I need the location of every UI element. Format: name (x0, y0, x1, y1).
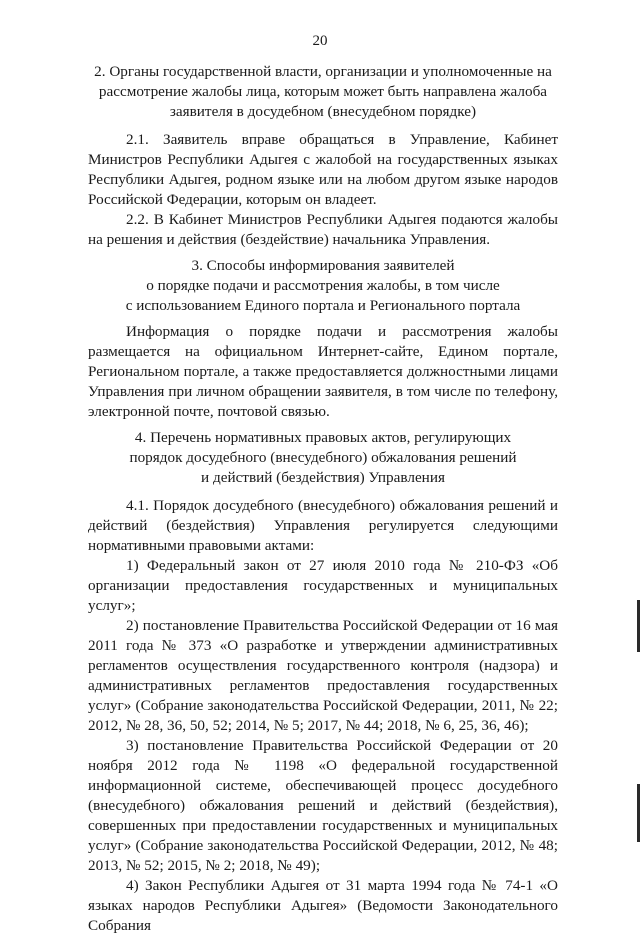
paragraph-2-1: 2.1. Заявитель вправе обращаться в Управление, Кабинет Министров Республики Адыгея с жалобой на государственных языках Республики Адыгея, родном языке или на любом другом языке народов Российской Федерации, которым он владеет. (88, 131, 558, 208)
section-2-heading (88, 62, 558, 122)
section-4-heading (88, 428, 558, 488)
section-4-heading-line: и действий (бездействия) Управления (201, 469, 445, 486)
section-2-heading-line: заявителя в досудебном (внесудебном порядке) (169, 103, 477, 120)
list-item: 3) постановление Правительства Российской Федерации от 20 ноября 2012 года № 1198 «О федеральной государственной информационной системе, обеспечивающей процесс досудебного (внесудебного) обжалования решений и действий (бездействия), совершенных при предоставлении государственных и муниципальных услуг» (Собрание законодательства Российской Федерации, 2012, № 48; 2013, № 52; 2015, № 2; 2018, № 49); (88, 737, 558, 874)
section-3-heading (88, 256, 558, 316)
paragraph-3-1: Информация о порядке подачи и рассмотрения жалобы размещается на официальном Интернет-сайте, Едином портале, Региональном портале, а также предоставляется должностными лицами Управления при личном обращении заявителя, в том числе по телефону, электронной почте, почтовой связью. (88, 323, 558, 420)
page-number: 20 (312, 33, 328, 49)
section-3-body (88, 322, 558, 422)
section-3-heading-line: о порядке подачи и рассмотрения жалобы, в том числе (146, 277, 500, 294)
section-2-heading-line: рассмотрение жалобы лица, которым может быть направлена жалоба (98, 83, 548, 100)
list-item: 4) Закон Республики Адыгея от 31 марта 1994 года № 74-1 «О языках народов Республики Адыгея» (Ведомости Законодательного Собрания (88, 877, 558, 934)
section-4-heading-line: порядок досудебного (внесудебного) обжалования решений (129, 449, 517, 466)
section-4-heading-line: 4. Перечень нормативных правовых актов, регулирующих (134, 429, 512, 446)
section-2-body (88, 130, 558, 250)
list-item: 1) Федеральный закон от 27 июля 2010 года № 210-ФЗ «Об организации предоставления государственных и муниципальных услуг»; (88, 557, 558, 614)
section-3-heading-line: с использованием Единого портала и Регионального портала (125, 297, 521, 314)
section-3-heading-line: 3. Способы информирования заявителей (191, 257, 455, 274)
list-item: 2) постановление Правительства Российской Федерации от 16 мая 2011 года № 373 «О разработке и утверждении административных регламентов осуществления государственного контроля (надзора) и административных регламентов предоставления государственных услуг» (Собрание законодательства Российской Федерации, 2011, № 22; 2012, № 28, 36, 50, 52; 2014, № 5; 2017, № 44; 2018, № 6, 25, 36, 46); (88, 617, 558, 734)
paragraph-2-2: 2.2. В Кабинет Министров Республики Адыгея подаются жалобы на решения и действия (бездействие) начальника Управления. (88, 211, 558, 248)
paragraph-4-1: 4.1. Порядок досудебного (внесудебного) обжалования решений и действий (бездействия) Управления регулируется следующими нормативными правовыми актами: (88, 497, 558, 554)
section-4-body (88, 496, 558, 936)
section-2-heading-line: 2. Органы государственной власти, организации и уполномоченные на (94, 63, 552, 80)
